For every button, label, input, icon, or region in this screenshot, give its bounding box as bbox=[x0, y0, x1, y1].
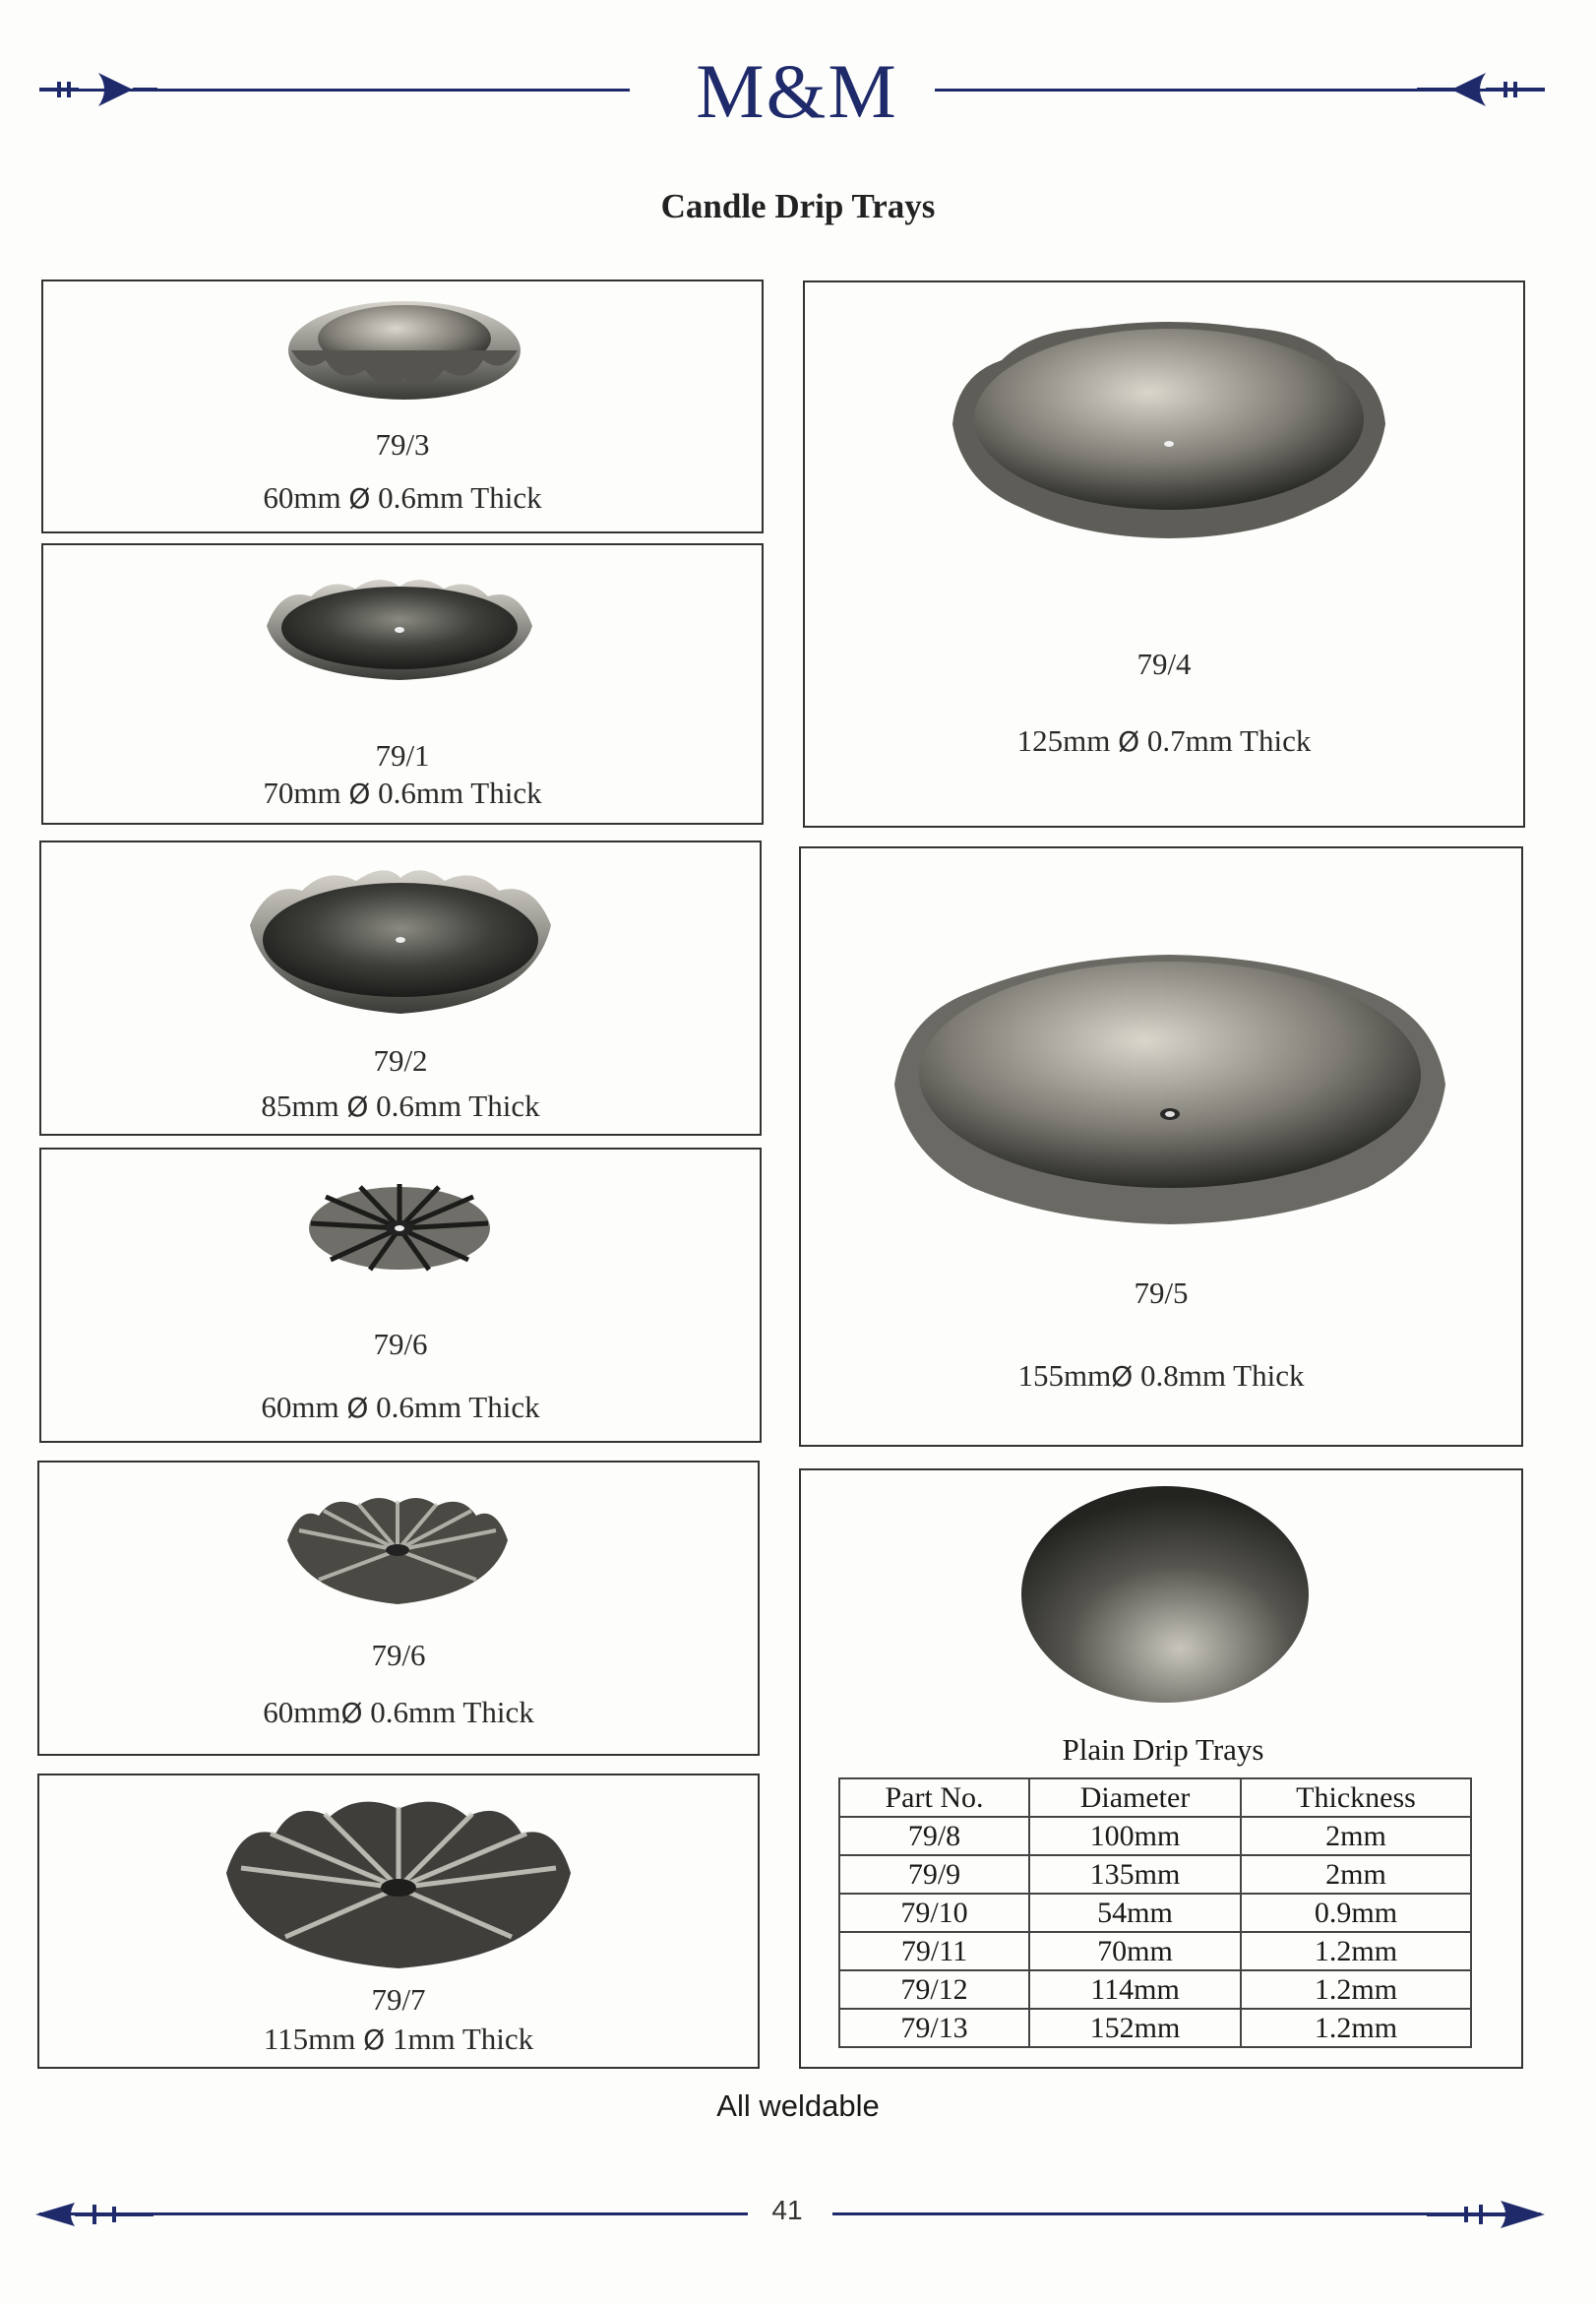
product-spec-79-3: 60mm Ø 0.6mm Thick bbox=[263, 480, 542, 515]
plain-drip-tray-image bbox=[1017, 1484, 1313, 1711]
fleur-arrow-right-icon bbox=[1427, 2195, 1545, 2234]
product-spec-79-4: 125mm Ø 0.7mm Thick bbox=[1016, 723, 1312, 758]
product-code-79-2: 79/2 bbox=[373, 1043, 428, 1078]
product-spec-79-7: 115mm Ø 1mm Thick bbox=[263, 2022, 534, 2056]
product-card-79-5 bbox=[799, 846, 1523, 1447]
fleur-arrow-left-icon bbox=[35, 2195, 153, 2234]
drip-tray-79-5-image bbox=[880, 937, 1460, 1232]
page-number: 41 bbox=[771, 2195, 803, 2225]
diameter-icon: Ø bbox=[363, 2024, 386, 2056]
table-row: 79/10 54mm 0.9mm bbox=[839, 1894, 1471, 1932]
product-card-79-7 bbox=[37, 1774, 760, 2069]
product-card-79-6-b bbox=[37, 1461, 760, 1756]
product-code-79-5: 79/5 bbox=[1134, 1276, 1189, 1310]
diameter-icon: Ø bbox=[346, 1392, 369, 1424]
product-spec-79-1: 70mm Ø 0.6mm Thick bbox=[263, 776, 542, 810]
fleur-arrow-left-icon bbox=[39, 67, 167, 112]
product-code-79-3: 79/3 bbox=[375, 427, 430, 462]
product-code-79-4: 79/4 bbox=[1136, 647, 1192, 681]
diameter-icon: Ø bbox=[1118, 725, 1140, 758]
diameter-icon: Ø bbox=[348, 482, 371, 515]
product-card-79-1 bbox=[41, 543, 764, 825]
product-card-79-6-a bbox=[39, 1148, 762, 1443]
fleur-arrow-right-icon bbox=[1417, 67, 1545, 112]
column-header-diameter: Diameter bbox=[1029, 1778, 1241, 1817]
product-card-79-3 bbox=[41, 280, 764, 533]
product-spec-79-5: 155mmØ 0.8mm Thick bbox=[1017, 1358, 1305, 1393]
product-spec-79-6-a: 60mm Ø 0.6mm Thick bbox=[261, 1390, 540, 1424]
plain-drip-trays-card bbox=[799, 1468, 1523, 2069]
drip-tray-79-2-image bbox=[238, 856, 563, 1024]
page-title: Candle Drip Trays bbox=[660, 187, 936, 225]
table-row: 79/12 114mm 1.2mm bbox=[839, 1970, 1471, 2009]
diameter-icon: Ø bbox=[346, 1090, 369, 1123]
drip-tray-79-3-image bbox=[281, 291, 527, 419]
diameter-icon: Ø bbox=[348, 778, 371, 810]
drip-tray-79-6-flower-image bbox=[301, 1179, 498, 1277]
table-row: 79/8 100mm 2mm bbox=[839, 1817, 1471, 1855]
diameter-icon: Ø bbox=[340, 1697, 363, 1729]
table-row: 79/11 70mm 1.2mm bbox=[839, 1932, 1471, 1970]
diameter-icon: Ø bbox=[1111, 1360, 1134, 1393]
table-row: 79/13 152mm 1.2mm bbox=[839, 2009, 1471, 2047]
weldable-note: All weldable bbox=[716, 2088, 880, 2123]
product-spec-79-6-b: 60mmØ 0.6mm Thick bbox=[263, 1695, 534, 1729]
drip-tray-79-1-image bbox=[252, 567, 547, 695]
drip-tray-79-7-image bbox=[216, 1789, 581, 1976]
drip-tray-79-4-image bbox=[943, 316, 1395, 542]
table-header-row bbox=[839, 1778, 1471, 1817]
product-code-79-7: 79/7 bbox=[371, 1982, 426, 2017]
brand-logo: M&M bbox=[696, 48, 898, 134]
drip-tray-79-6-fluted-image bbox=[279, 1486, 516, 1614]
product-card-79-4 bbox=[803, 280, 1525, 828]
product-code-79-1: 79/1 bbox=[375, 738, 430, 773]
product-spec-79-2: 85mm Ø 0.6mm Thick bbox=[261, 1089, 540, 1123]
column-header-part-no: Part No. bbox=[839, 1778, 1029, 1817]
plain-drip-trays-title: Plain Drip Trays bbox=[1062, 1732, 1264, 1767]
plain-drip-trays-table bbox=[838, 1777, 1472, 2048]
product-card-79-2 bbox=[39, 841, 762, 1136]
column-header-thickness: Thickness bbox=[1241, 1778, 1471, 1817]
product-code-79-6-b: 79/6 bbox=[371, 1638, 426, 1672]
table-row: 79/9 135mm 2mm bbox=[839, 1855, 1471, 1894]
product-code-79-6-a: 79/6 bbox=[373, 1327, 428, 1361]
